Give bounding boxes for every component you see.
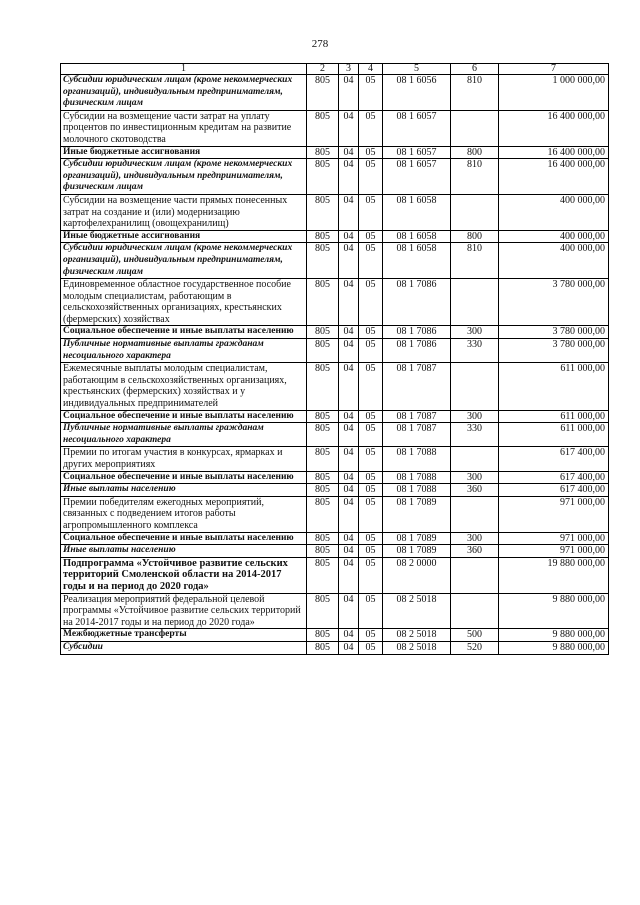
expense-type-cell: [451, 363, 499, 410]
target-article-cell: 08 1 7087: [383, 410, 451, 423]
admin-code-cell: 805: [307, 545, 339, 558]
expense-type-cell: 810: [451, 159, 499, 195]
table-row: [61, 326, 609, 339]
amount-cell: 16 400 000,00: [499, 110, 609, 146]
subsection-code-cell: 05: [359, 326, 383, 339]
expense-type-cell: [451, 593, 499, 629]
target-article-cell: 08 2 0000: [383, 557, 451, 593]
section-code-cell: 04: [339, 194, 359, 230]
admin-code-cell: 805: [307, 194, 339, 230]
expense-type-cell: [451, 194, 499, 230]
admin-code-cell: 805: [307, 471, 339, 484]
section-code-cell: 04: [339, 110, 359, 146]
row-name-cell: Единовременное областное государственное пособие молодым специалистам, работающим в сельскохозяйственных организациях, крестьянских (фермерских) хозяйствах: [61, 279, 307, 326]
target-article-cell: 08 1 7086: [383, 279, 451, 326]
section-code-cell: 04: [339, 230, 359, 243]
section-code-cell: 04: [339, 593, 359, 629]
target-article-cell: 08 1 6058: [383, 243, 451, 279]
target-article-cell: 08 1 7086: [383, 339, 451, 363]
amount-cell: 611 000,00: [499, 423, 609, 447]
table-row: [61, 496, 609, 532]
amount-cell: 9 880 000,00: [499, 629, 609, 642]
table-row: [61, 339, 609, 363]
expense-type-cell: 360: [451, 545, 499, 558]
amount-cell: 3 780 000,00: [499, 279, 609, 326]
amount-cell: 3 780 000,00: [499, 326, 609, 339]
target-article-cell: 08 1 7088: [383, 484, 451, 497]
table-row: [61, 629, 609, 642]
subsection-code-cell: 05: [359, 629, 383, 642]
admin-code-cell: 805: [307, 75, 339, 111]
subsection-code-cell: 05: [359, 447, 383, 471]
expense-type-cell: 300: [451, 471, 499, 484]
target-article-cell: 08 1 7089: [383, 532, 451, 545]
amount-cell: 16 400 000,00: [499, 146, 609, 159]
column-header: 1: [61, 64, 307, 75]
amount-cell: 611 000,00: [499, 410, 609, 423]
subsection-code-cell: 05: [359, 159, 383, 195]
column-header: 5: [383, 64, 451, 75]
section-code-cell: 04: [339, 146, 359, 159]
row-name-cell: Публичные нормативные выплаты гражданам несоциального характера: [61, 339, 307, 363]
table-row: [61, 243, 609, 279]
column-header: 7: [499, 64, 609, 75]
target-article-cell: 08 1 6057: [383, 146, 451, 159]
row-name-cell: Иные бюджетные ассигнования: [61, 230, 307, 243]
table-row: [61, 484, 609, 497]
subsection-code-cell: 05: [359, 557, 383, 593]
table-row: [61, 75, 609, 111]
column-header: 3: [339, 64, 359, 75]
section-code-cell: 04: [339, 447, 359, 471]
target-article-cell: 08 1 7088: [383, 447, 451, 471]
expense-type-cell: 810: [451, 75, 499, 111]
target-article-cell: 08 1 6056: [383, 75, 451, 111]
expense-type-cell: 330: [451, 423, 499, 447]
section-code-cell: 04: [339, 545, 359, 558]
subsection-code-cell: 05: [359, 110, 383, 146]
admin-code-cell: 805: [307, 496, 339, 532]
amount-cell: 1 000 000,00: [499, 75, 609, 111]
subsection-code-cell: 05: [359, 75, 383, 111]
section-code-cell: 04: [339, 75, 359, 111]
amount-cell: 611 000,00: [499, 363, 609, 410]
section-code-cell: 04: [339, 532, 359, 545]
row-name-cell: Субсидии на возмещение части затрат на уплату процентов по инвестиционным кредитам на развитие молочного скотоводства: [61, 110, 307, 146]
table-row: [61, 593, 609, 629]
amount-cell: 971 000,00: [499, 545, 609, 558]
expense-type-cell: 500: [451, 629, 499, 642]
target-article-cell: 08 1 7087: [383, 363, 451, 410]
table-row: [61, 279, 609, 326]
expense-type-cell: 520: [451, 641, 499, 654]
amount-cell: 617 400,00: [499, 484, 609, 497]
amount-cell: 9 880 000,00: [499, 641, 609, 654]
admin-code-cell: 805: [307, 230, 339, 243]
expense-type-cell: [451, 496, 499, 532]
row-name-cell: Публичные нормативные выплаты гражданам несоциального характера: [61, 423, 307, 447]
subsection-code-cell: 05: [359, 545, 383, 558]
subsection-code-cell: 05: [359, 194, 383, 230]
amount-cell: 400 000,00: [499, 243, 609, 279]
section-code-cell: 04: [339, 484, 359, 497]
section-code-cell: 04: [339, 363, 359, 410]
budget-table: [60, 63, 609, 655]
target-article-cell: 08 2 5018: [383, 641, 451, 654]
row-name-cell: Ежемесячные выплаты молодым специалистам, работающим в сельскохозяйственных организациях, крестьянских (фермерских) хозяйствах и у индивидуальных предпринимателей: [61, 363, 307, 410]
section-code-cell: 04: [339, 326, 359, 339]
target-article-cell: 08 2 5018: [383, 593, 451, 629]
subsection-code-cell: 05: [359, 484, 383, 497]
admin-code-cell: 805: [307, 243, 339, 279]
target-article-cell: 08 1 7089: [383, 545, 451, 558]
section-code-cell: 04: [339, 557, 359, 593]
admin-code-cell: 805: [307, 279, 339, 326]
row-name-cell: Субсидии юридическим лицам (кроме некоммерческих организаций), индивидуальным предпринимателям, физическим лицам: [61, 159, 307, 195]
table-row: [61, 110, 609, 146]
admin-code-cell: 805: [307, 447, 339, 471]
subsection-code-cell: 05: [359, 146, 383, 159]
row-name-cell: Социальное обеспечение и иные выплаты населению: [61, 410, 307, 423]
row-name-cell: Реализация мероприятий федеральной целевой программы «Устойчивое развитие сельских территорий на 2014-2017 годы и на период до 2020 года»: [61, 593, 307, 629]
row-name-cell: Социальное обеспечение и иные выплаты населению: [61, 326, 307, 339]
admin-code-cell: 805: [307, 410, 339, 423]
subsection-code-cell: 05: [359, 279, 383, 326]
admin-code-cell: 805: [307, 593, 339, 629]
amount-cell: 617 400,00: [499, 447, 609, 471]
row-name-cell: Премии по итогам участия в конкурсах, ярмарках и других мероприятиях: [61, 447, 307, 471]
subsection-code-cell: 05: [359, 230, 383, 243]
expense-type-cell: 360: [451, 484, 499, 497]
expense-type-cell: [451, 447, 499, 471]
amount-cell: 400 000,00: [499, 194, 609, 230]
table-row: [61, 410, 609, 423]
column-number-row: [61, 64, 609, 75]
row-name-cell: Премии победителям ежегодных мероприятий, связанных с подведением итогов работы агропромышленного комплекса: [61, 496, 307, 532]
admin-code-cell: 805: [307, 363, 339, 410]
admin-code-cell: 805: [307, 110, 339, 146]
column-header: 4: [359, 64, 383, 75]
amount-cell: 400 000,00: [499, 230, 609, 243]
admin-code-cell: 805: [307, 532, 339, 545]
amount-cell: 9 880 000,00: [499, 593, 609, 629]
table-row: [61, 146, 609, 159]
subsection-code-cell: 05: [359, 363, 383, 410]
subsection-code-cell: 05: [359, 339, 383, 363]
amount-cell: 971 000,00: [499, 532, 609, 545]
row-name-cell: Субсидии на возмещение части прямых понесенных затрат на создание и (или) модернизацию картофелехранилищ (овощехранилищ): [61, 194, 307, 230]
target-article-cell: 08 2 5018: [383, 629, 451, 642]
amount-cell: 16 400 000,00: [499, 159, 609, 195]
section-code-cell: 04: [339, 496, 359, 532]
table-row: [61, 159, 609, 195]
admin-code-cell: 805: [307, 423, 339, 447]
section-code-cell: 04: [339, 339, 359, 363]
subsection-code-cell: 05: [359, 423, 383, 447]
section-code-cell: 04: [339, 423, 359, 447]
row-name-cell: Субсидии: [61, 641, 307, 654]
admin-code-cell: 805: [307, 146, 339, 159]
table-row: [61, 447, 609, 471]
section-code-cell: 04: [339, 243, 359, 279]
row-name-cell: Подпрограмма «Устойчивое развитие сельских территорий Смоленской области на 2014-2017 годы и на период до 2020 года»: [61, 557, 307, 593]
target-article-cell: 08 1 7088: [383, 471, 451, 484]
expense-type-cell: [451, 557, 499, 593]
target-article-cell: 08 1 6057: [383, 110, 451, 146]
section-code-cell: 04: [339, 159, 359, 195]
subsection-code-cell: 05: [359, 641, 383, 654]
page-number: 278: [311, 38, 329, 50]
table-row: [61, 230, 609, 243]
table-row: [61, 363, 609, 410]
admin-code-cell: 805: [307, 629, 339, 642]
expense-type-cell: 810: [451, 243, 499, 279]
row-name-cell: Субсидии юридическим лицам (кроме некоммерческих организаций), индивидуальным предпринимателям, физическим лицам: [61, 75, 307, 111]
expense-type-cell: 330: [451, 339, 499, 363]
expense-type-cell: [451, 279, 499, 326]
column-header: 6: [451, 64, 499, 75]
subsection-code-cell: 05: [359, 593, 383, 629]
row-name-cell: Иные выплаты населению: [61, 484, 307, 497]
table-row: [61, 545, 609, 558]
subsection-code-cell: 05: [359, 243, 383, 279]
expense-type-cell: 800: [451, 230, 499, 243]
table-row: [61, 423, 609, 447]
admin-code-cell: 805: [307, 339, 339, 363]
target-article-cell: 08 1 7089: [383, 496, 451, 532]
admin-code-cell: 805: [307, 326, 339, 339]
table-row: [61, 641, 609, 654]
target-article-cell: 08 1 6058: [383, 230, 451, 243]
column-header: 2: [307, 64, 339, 75]
admin-code-cell: 805: [307, 484, 339, 497]
section-code-cell: 04: [339, 641, 359, 654]
admin-code-cell: 805: [307, 159, 339, 195]
amount-cell: 971 000,00: [499, 496, 609, 532]
table-row: [61, 532, 609, 545]
amount-cell: 19 880 000,00: [499, 557, 609, 593]
target-article-cell: 08 1 7086: [383, 326, 451, 339]
row-name-cell: Иные выплаты населению: [61, 545, 307, 558]
admin-code-cell: 805: [307, 641, 339, 654]
expense-type-cell: 300: [451, 326, 499, 339]
expense-type-cell: 300: [451, 410, 499, 423]
expense-type-cell: [451, 110, 499, 146]
row-name-cell: Субсидии юридическим лицам (кроме некоммерческих организаций), индивидуальным предпринимателям, физическим лицам: [61, 243, 307, 279]
section-code-cell: 04: [339, 410, 359, 423]
target-article-cell: 08 1 6058: [383, 194, 451, 230]
table-body: [61, 75, 609, 655]
subsection-code-cell: 05: [359, 496, 383, 532]
subsection-code-cell: 05: [359, 532, 383, 545]
subsection-code-cell: 05: [359, 471, 383, 484]
amount-cell: 3 780 000,00: [499, 339, 609, 363]
row-name-cell: Иные бюджетные ассигнования: [61, 146, 307, 159]
row-name-cell: Социальное обеспечение и иные выплаты населению: [61, 471, 307, 484]
row-name-cell: Межбюджетные трансферты: [61, 629, 307, 642]
table-row: [61, 194, 609, 230]
table-row: [61, 471, 609, 484]
section-code-cell: 04: [339, 471, 359, 484]
expense-type-cell: 800: [451, 146, 499, 159]
admin-code-cell: 805: [307, 557, 339, 593]
amount-cell: 617 400,00: [499, 471, 609, 484]
target-article-cell: 08 1 7087: [383, 423, 451, 447]
subsection-code-cell: 05: [359, 410, 383, 423]
target-article-cell: 08 1 6057: [383, 159, 451, 195]
row-name-cell: Социальное обеспечение и иные выплаты населению: [61, 532, 307, 545]
section-code-cell: 04: [339, 279, 359, 326]
table-row: [61, 557, 609, 593]
expense-type-cell: 300: [451, 532, 499, 545]
section-code-cell: 04: [339, 629, 359, 642]
